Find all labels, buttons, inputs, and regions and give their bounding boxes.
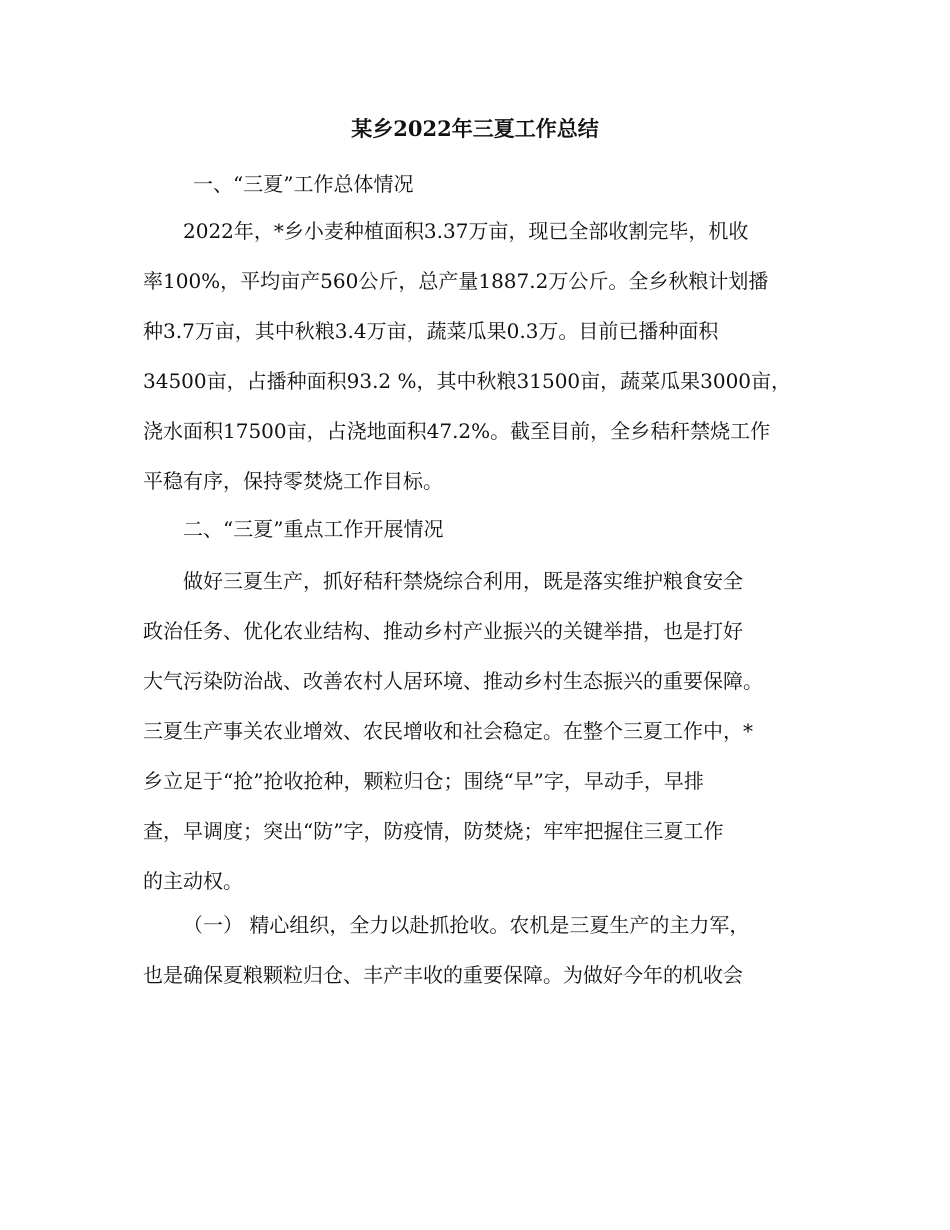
paragraph-line: 也是确保夏粮颗粒归仓、丰产丰收的重要保障。为做好今年的机收会: [143, 963, 743, 987]
paragraph-line: 浇水面积17500亩，占浇地面积47.2%。截至目前，全乡秸秆禁烧工作: [143, 419, 771, 443]
paragraph-line: 种3.7万亩，其中秋粮3.4万亩，蔬菜瓜果0.3万。目前已播种面积: [143, 319, 719, 343]
section-heading-1: 一、“三夏”工作总体情况: [193, 172, 414, 196]
paragraph-line: 平稳有序，保持零焚烧工作目标。: [143, 469, 443, 493]
paragraph-line: （一） 精心组织，全力以赴抓抢收。农机是三夏生产的主力军，: [183, 913, 750, 937]
paragraph-line: 率100%，平均亩产560公斤，总产量1887.2万公斤。全乡秋粮计划播: [143, 269, 769, 293]
paragraph-line: 乡立足于“抢”抢收抢种，颗粒归仓；围绕“早”字，早动手，早排: [143, 769, 704, 793]
paragraph-key-work: [143, 556, 807, 906]
paragraph-line: 大气污染防治战、改善农村人居环境、推动乡村生态振兴的重要保障。: [143, 669, 763, 693]
paragraph-overview: [143, 206, 807, 506]
paragraph-line: 的主动权。: [143, 869, 243, 893]
paragraph-harvest: [143, 900, 807, 1000]
paragraph-line: 2022年，*乡小麦种植面积3.37万亩，现已全部收割完毕，机收: [183, 219, 749, 243]
section-heading-2: 二、“三夏”重点工作开展情况: [183, 517, 444, 541]
paragraph-line: 查，早调度；突出“防”字，防疫情，防焚烧；牢牢把握住三夏工作: [143, 819, 724, 843]
paragraph-line: 三夏生产事关农业增效、农民增收和社会稳定。在整个三夏工作中，*: [143, 719, 753, 743]
paragraph-line: 做好三夏生产，抓好秸秆禁烧综合利用，既是落实维护粮食安全: [183, 569, 743, 593]
paragraph-line: 政治任务、优化农业结构、推动乡村产业振兴的关键举措，也是打好: [143, 619, 743, 643]
document-title: 某乡2022年三夏工作总结: [351, 116, 599, 141]
paragraph-line: 34500亩，占播种面积93.2 %，其中秋粮31500亩，蔬菜瓜果3000亩，: [143, 369, 792, 393]
